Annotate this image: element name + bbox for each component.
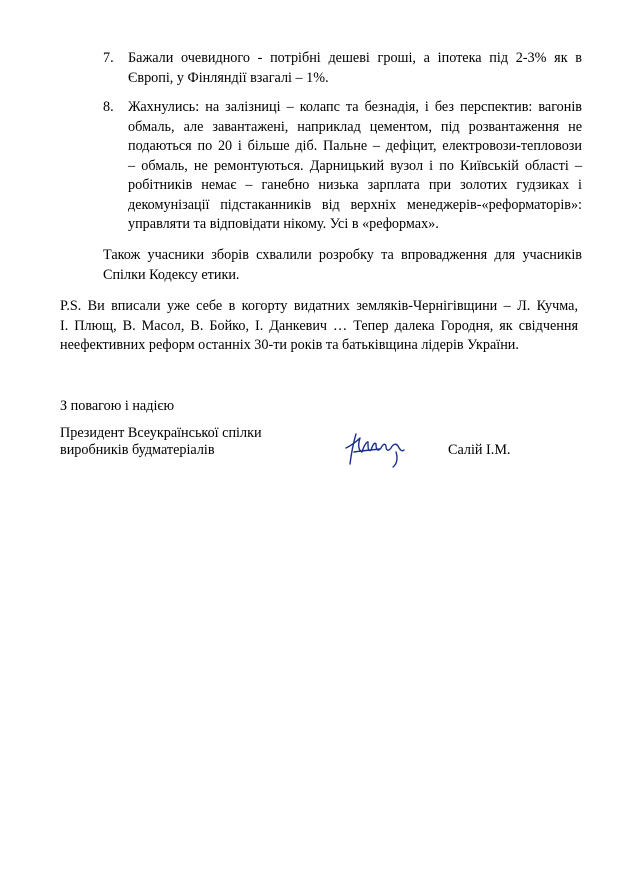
text-line: P.S. Ви вписали уже себе в когорту видатних земляків-Чернігівщини – Л. Кучма, bbox=[60, 298, 578, 314]
list-item-text bbox=[128, 98, 582, 235]
text-line: декомунізації підстаканників від верхніх менеджерів-«реформаторів»: bbox=[128, 196, 582, 213]
ethics-paragraph bbox=[103, 246, 582, 285]
closing-phrase: З повагою і надією bbox=[60, 398, 175, 414]
ps-paragraph bbox=[60, 297, 578, 356]
text-line: – обмаль, не ремонтуються. Дарницький вузол і по Київській області – bbox=[128, 157, 582, 174]
list-item-number: 8. bbox=[103, 99, 114, 115]
list-item-text bbox=[128, 49, 582, 88]
text-line: Бажали очевидного - потрібні дешеві гроші, а іпотека під 2-3% як в bbox=[128, 50, 582, 66]
text-line: І. Плющ, В. Масол, В. Бойко, І. Данкевич … Тепер далека Городня, як свідчення bbox=[60, 317, 578, 334]
signatory-title-line-1: Президент Всеукраїнської спілки bbox=[60, 425, 262, 441]
text-line: управляти та відповідати нікому. Усі в «реформах». bbox=[128, 216, 439, 232]
signatory-title-line-2: виробників будматеріалів bbox=[60, 442, 215, 458]
text-line: неефективних реформ останніх 30-ти років та батьківщина лідерів України. bbox=[60, 337, 519, 353]
text-line: Європі, у Фінляндії взагалі – 1%. bbox=[128, 69, 329, 86]
handwritten-signature bbox=[340, 428, 410, 468]
text-line: обмаль, але завантажені, наприклад цементом, під розвантаження не bbox=[128, 118, 582, 135]
list-item-number: 7. bbox=[103, 50, 114, 66]
signature-strokes bbox=[346, 434, 404, 467]
signatory-name: Салій І.М. bbox=[448, 442, 511, 458]
text-line: Також учасники зборів схвалили розробку та впровадження для учасників bbox=[103, 247, 582, 263]
text-line: робітників немає – ганебно низька зарплата при золотих гудзиках і bbox=[128, 177, 582, 193]
text-line: подаються по 20 і більше діб. Пальне – дефіцит, електровози-тепловози bbox=[128, 138, 582, 154]
text-line: Спілки Кодексу етики. bbox=[103, 266, 240, 283]
text-line: Жахнулись: на залізниці – колапс та безнадія, і без перспектив: вагонів bbox=[128, 99, 582, 115]
